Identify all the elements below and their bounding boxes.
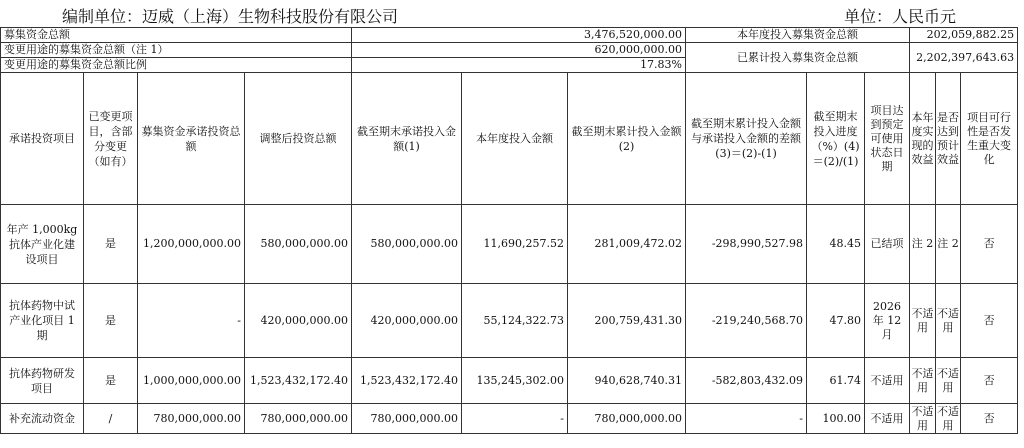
summary-row [1, 43, 1018, 58]
cumulative-value: 2,202,397,643.63 [910, 43, 1018, 73]
col-header-adjusted: 调整后投资总额 [245, 73, 352, 205]
cell-changed: / [84, 404, 138, 434]
cell-feasibility: 否 [961, 404, 1018, 434]
cell-benefit: 不适用 [910, 358, 936, 404]
cell-year-amount: 135,245,302.00 [462, 358, 568, 404]
currency-unit: 单位：人民币元 [843, 7, 956, 26]
cell-feasibility: 否 [961, 205, 1018, 284]
cell-ready-date: 2026 年 12 月 [865, 284, 910, 358]
fund-usage-table [0, 27, 1018, 434]
col-header-committed-to-date: 截至期末承诺投入金额(1) [352, 73, 462, 205]
raised-total-value: 3,476,520,000.00 [352, 28, 686, 43]
cell-progress: 47.80 [807, 284, 865, 358]
cell-adjusted: 580,000,000.00 [245, 205, 352, 284]
raised-total-label: 募集资金总额 [1, 28, 352, 43]
table-row [1, 205, 1018, 284]
year-invest-value: 202,059,882.25 [910, 28, 1018, 43]
cell-adjusted: 420,000,000.00 [245, 284, 352, 358]
cell-project: 补充流动资金 [1, 404, 84, 434]
table-row [1, 404, 1018, 434]
col-header-ready-date: 项目达到预定可使用状态日期 [865, 73, 910, 205]
table-row [1, 358, 1018, 404]
col-header-feasibility: 项目可行性是否发生重大变化 [961, 73, 1018, 205]
cell-feasibility: 否 [961, 358, 1018, 404]
cell-expected: 不适用 [936, 358, 961, 404]
col-header-difference: 截至期末累计投入金额与承诺投入金额的差额(3)＝(2)-(1) [686, 73, 807, 205]
col-header-progress: 截至期末投入进度（%）(4)＝(2)/(1) [807, 73, 865, 205]
cell-expected: 不适用 [937, 404, 960, 432]
cell-difference: -219,240,568.70 [686, 284, 807, 358]
cell-committed: - [138, 284, 245, 358]
cell-cumulative: 281,009,472.02 [568, 205, 686, 284]
summary-row [1, 28, 1018, 43]
cell-year-amount: 55,124,322.73 [462, 284, 568, 358]
changed-ratio-label: 变更用途的募集资金总额比例 [1, 58, 352, 73]
table-row [1, 284, 1018, 358]
cell-expected: 注 2 [936, 205, 961, 284]
cell-progress: 61.74 [807, 358, 865, 404]
cell-changed: 是 [84, 284, 138, 358]
changed-total-label: 变更用途的募集资金总额（注 1） [1, 43, 352, 58]
cell-cumulative: 200,759,431.30 [568, 284, 686, 358]
cell-project: 年产 1,000kg 抗体产业化建设项目 [1, 205, 84, 284]
cell-difference: -298,990,527.98 [686, 205, 807, 284]
cell-ready-date: 已结项 [865, 205, 910, 284]
col-header-changed: 已变更项目，含部分变更（如有） [84, 73, 138, 205]
cell-ready-date: 不适用 [865, 358, 910, 404]
cumulative-label: 已累计投入募集资金总额 [686, 43, 910, 73]
cell-adjusted: 780,000,000.00 [245, 404, 352, 434]
cell-progress: 48.45 [807, 205, 865, 284]
cell-year-amount: - [462, 404, 568, 434]
cell-adjusted: 1,523,432,172.40 [245, 358, 352, 404]
cell-ready-date: 不适用 [865, 404, 910, 434]
cell-cumulative: 780,000,000.00 [568, 404, 686, 434]
col-header-year-amount: 本年度投入金额 [462, 73, 568, 205]
cell-changed: 是 [84, 358, 138, 404]
cell-progress: 100.00 [807, 404, 865, 434]
cell-committed-to-date: 1,523,432,172.40 [352, 358, 462, 404]
cell-project: 抗体药物中试产业化项目 1 期 [1, 284, 84, 358]
cell-committed-to-date: 420,000,000.00 [352, 284, 462, 358]
cell-feasibility: 否 [961, 284, 1018, 358]
changed-ratio-value: 17.83% [352, 58, 686, 73]
cell-difference: -582,803,432.09 [686, 358, 807, 404]
cell-benefit: 注 2 [910, 205, 936, 284]
col-header-expected: 是否达到预计效益 [936, 73, 961, 205]
cell-expected: 不适用 [936, 284, 961, 358]
report-header [0, 0, 1024, 27]
col-header-benefit: 本年度实现的效益 [910, 73, 936, 205]
cell-committed: 780,000,000.00 [138, 404, 245, 434]
company-name: 编制单位：迈威（上海）生物科技股份有限公司 [62, 7, 399, 26]
cell-committed-to-date: 780,000,000.00 [352, 404, 462, 434]
cell-cumulative: 940,628,740.31 [568, 358, 686, 404]
cell-changed: 是 [84, 205, 138, 284]
cell-benefit: 不适用 [911, 404, 934, 432]
year-invest-label: 本年度投入募集资金总额 [686, 28, 910, 43]
cell-committed-to-date: 580,000,000.00 [352, 205, 462, 284]
col-header-cumulative: 截至期末累计投入金额(2) [568, 73, 686, 205]
cell-committed: 1,000,000,000.00 [138, 358, 245, 404]
cell-committed: 1,200,000,000.00 [138, 205, 245, 284]
changed-total-value: 620,000,000.00 [352, 43, 686, 58]
col-header-committed: 募集资金承诺投资总额 [138, 73, 245, 205]
col-header-project: 承诺投资项目 [1, 73, 84, 205]
cell-project: 抗体药物研发项目 [1, 358, 84, 404]
cell-year-amount: 11,690,257.52 [462, 205, 568, 284]
cell-difference: - [686, 404, 807, 434]
cell-benefit: 不适用 [910, 284, 936, 358]
column-header-row [1, 73, 1018, 205]
